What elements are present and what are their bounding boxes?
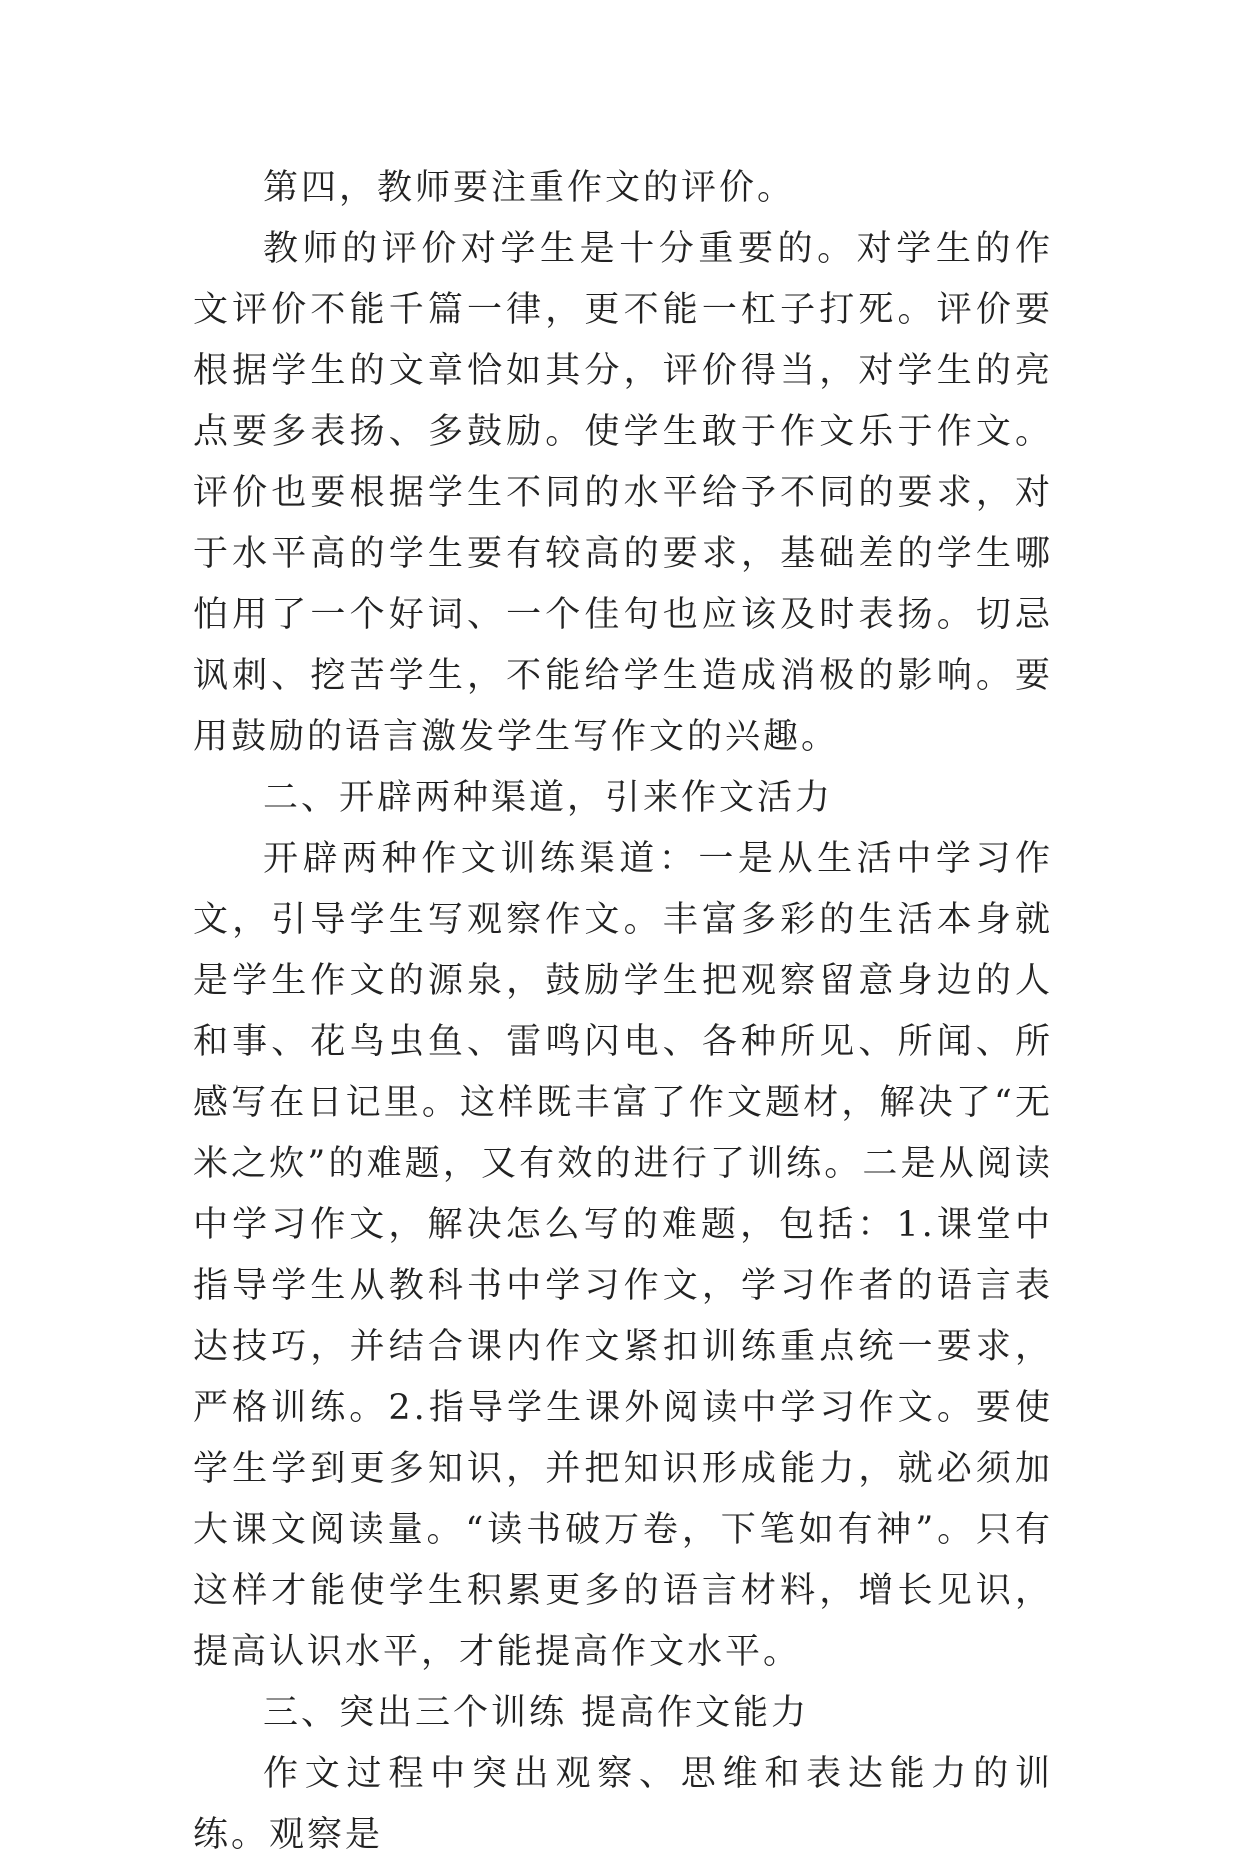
section-heading-three: 三、突出三个训练 提高作文能力 xyxy=(263,1693,810,1733)
paragraph-evaluation: 教师的评价对学生是十分重要的。对学生的作文评价不能千篇一律，更不能一杠子打死。评价要根据学生的文章恰如其分，评价得当，对学生的亮点要多表扬、多鼓励。使学生敢于作文乐于作文。评价也要根据学生不同的水平给予不同的要求，对于水平高的学生要有较高的要求，基础差的学生哪怕用了一个好词、一个佳句也应该及时表扬。切忌讽刺、挖苦学生，不能给学生造成消极的影响。要用鼓励的语言激发学生写作文的兴趣。 xyxy=(193,229,1053,757)
document-body xyxy=(193,158,1053,1866)
paragraph-two-channels: 开辟两种作文训练渠道：一是从生活中学习作文，引导学生写观察作文。丰富多彩的生活本身就是学生作文的源泉，鼓励学生把观察留意身边的人和事、花鸟虫鱼、雷鸣闪电、各种所见、所闻、所感写在日记里。这样既丰富了作文题材，解决了“无米之炊”的难题，又有效的进行了训练。二是从阅读中学习作文，解决怎么写的难题，包括：1.课堂中指导学生从教科书中学习作文，学习作者的语言表达技巧，并结合课内作文紧扣训练重点统一要求，严格训练。2.指导学生课外阅读中学习作文。要使学生学到更多知识，并把知识形成能力，就必须加大课文阅读量。“读书破万卷，下笔如有神”。只有这样才能使学生积累更多的语言材料，增长见识，提高认识水平，才能提高作文水平。 xyxy=(193,839,1053,1672)
paragraph-point-four: 第四，教师要注重作文的评价。 xyxy=(263,168,796,208)
paragraph-training: 作文过程中突出观察、思维和表达能力的训练。观察是 xyxy=(193,1754,1053,1855)
section-heading-two: 二、开辟两种渠道，引来作文活力 xyxy=(263,778,834,818)
